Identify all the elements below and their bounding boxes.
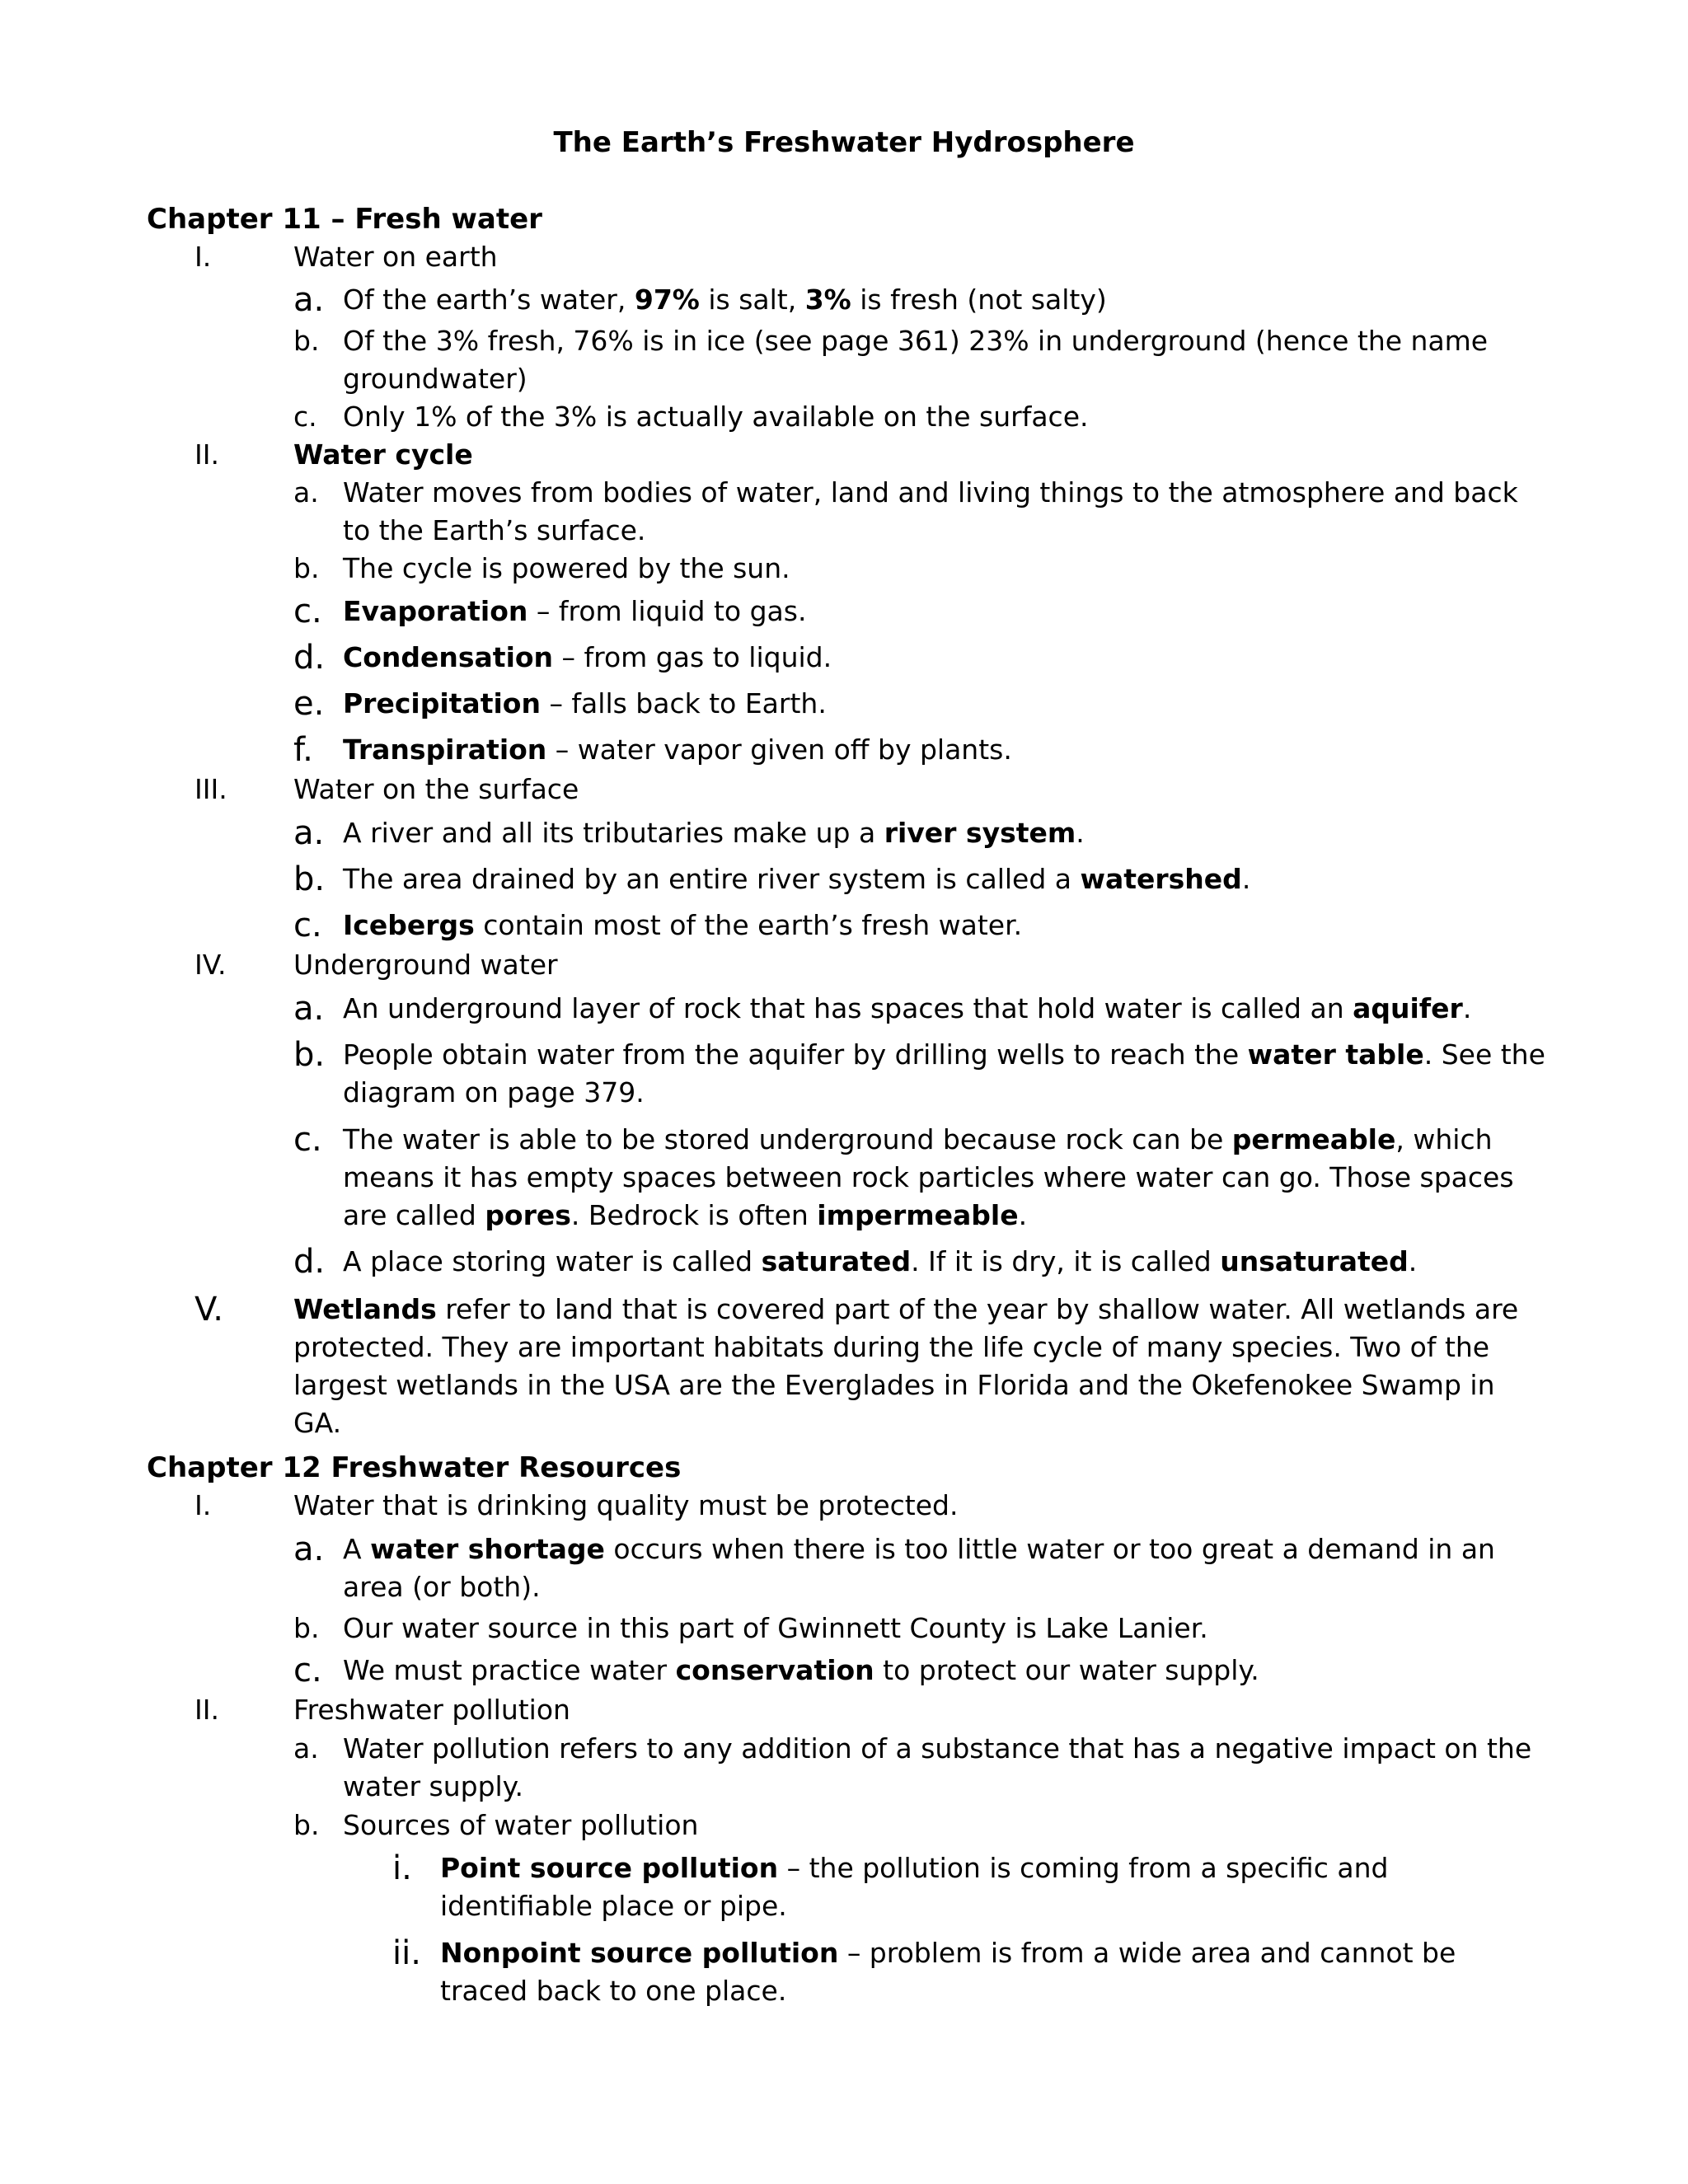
ch11-s2-item-a: Water moves from bodies of water, land and living things to the atmosphere and back to the Earth’s surface. xyxy=(343,476,1518,546)
ch11-section-4-label: Underground water xyxy=(293,949,558,981)
ch12-s1-item-b: Our water source in this part of Gwinnett County is Lake Lanier. xyxy=(343,1612,1208,1644)
ch11-s1-item-a: Of the earth’s water, 97% is salt, 3% is fresh (not salty) xyxy=(343,284,1107,316)
ch11-section-4-number: IV. xyxy=(195,949,227,981)
ch12-s2-item-a-marker: a. xyxy=(293,1732,319,1765)
ch11-s4-item-b: People obtain water from the aquifer by drilling wells to reach the water table. See the diagram on page 379. xyxy=(343,1038,1545,1108)
ch11-s4-item-a: An underground layer of rock that has spaces that hold water is called an aquifer. xyxy=(343,992,1472,1024)
ch11-s2-item-c: Evaporation – from liquid to gas. xyxy=(343,595,807,627)
ch12-s2-b-item-ii: Nonpoint source pollution – problem is from a wide area and cannot be traced back to one place. xyxy=(440,1937,1456,2007)
ch12-s2-b-item-i: Point source pollution – the pollution is coming from a specific and identifiable place or pipe. xyxy=(440,1852,1389,1922)
ch12-s1-item-a: A water shortage occurs when there is too little water or too great a demand in an area (or both). xyxy=(343,1533,1495,1603)
ch11-section-5-text: Wetlands refer to land that is covered part of the year by shallow water. All wetlands are protected. They are important habitats during the life cycle of many species. Two of the largest wetlands in the USA are the Everglades in Florida and the Okefenokee Swamp in GA. xyxy=(293,1293,1519,1439)
ch12-s2-item-a: Water pollution refers to any addition of a substance that has a negative impact on the water supply. xyxy=(343,1732,1532,1802)
ch11-s3-item-c-marker: c. xyxy=(293,907,322,944)
ch12-s1-item-c-marker: c. xyxy=(293,1652,322,1690)
ch11-s2-item-e: Precipitation – falls back to Earth. xyxy=(343,687,827,719)
ch12-s2-b-item-ii-marker: ii. xyxy=(392,1934,421,1972)
ch11-s1-item-c-marker: c. xyxy=(293,401,317,433)
ch11-s1-item-a-marker: a. xyxy=(293,281,325,319)
ch11-s4-item-d: A place storing water is called saturated. If it is dry, it is called unsaturated. xyxy=(343,1245,1418,1277)
ch12-section-2-number: II. xyxy=(195,1694,219,1726)
ch11-section-3-number: III. xyxy=(195,773,227,805)
ch11-s2-item-c-marker: c. xyxy=(293,593,322,630)
ch11-section-1-label: Water on earth xyxy=(293,241,498,273)
document-title: The Earth’s Freshwater Hydrosphere xyxy=(553,126,1135,159)
ch11-s2-item-b: The cycle is powered by the sun. xyxy=(343,552,790,584)
ch12-section-1-label: Water that is drinking quality must be protected. xyxy=(293,1489,959,1521)
ch11-s1-item-c: Only 1% of the 3% is actually available on the surface. xyxy=(343,401,1089,433)
ch11-s3-item-a: A river and all its tributaries make up a river system. xyxy=(343,817,1085,849)
ch11-s3-item-c: Icebergs contain most of the earth’s fresh water. xyxy=(343,909,1023,941)
ch11-s3-item-b: The area drained by an entire river system is called a watershed. xyxy=(343,863,1251,895)
ch11-section-5-number: V. xyxy=(195,1291,223,1329)
ch11-s2-item-d: Condensation – from gas to liquid. xyxy=(343,641,832,673)
ch11-section-3-label: Water on the surface xyxy=(293,773,579,805)
ch11-s1-item-b-marker: b. xyxy=(293,325,320,357)
ch11-section-1-number: I. xyxy=(195,241,212,273)
ch11-s4-item-b-marker: b. xyxy=(293,1036,326,1074)
ch11-s2-item-f-marker: f. xyxy=(293,731,313,769)
chapter-11-heading: Chapter 11 – Fresh water xyxy=(147,203,542,236)
ch12-s1-item-c: We must practice water conservation to protect our water supply. xyxy=(343,1654,1259,1686)
ch11-s1-item-b: Of the 3% fresh, 76% is in ice (see page 361) 23% in underground (hence the name groundwater) xyxy=(343,325,1489,395)
ch11-s2-item-f: Transpiration – water vapor given off by plants. xyxy=(343,733,1012,766)
ch12-s2-b-item-i-marker: i. xyxy=(392,1849,412,1887)
ch11-section-2-number: II. xyxy=(195,438,219,471)
ch11-s3-item-a-marker: a. xyxy=(293,814,325,852)
ch12-section-2-label: Freshwater pollution xyxy=(293,1694,570,1726)
ch11-s4-item-d-marker: d. xyxy=(293,1243,326,1281)
ch11-s2-item-a-marker: a. xyxy=(293,476,319,509)
ch12-s2-item-b-marker: b. xyxy=(293,1809,320,1841)
ch11-s2-item-e-marker: e. xyxy=(293,685,325,723)
ch12-s1-item-a-marker: a. xyxy=(293,1530,325,1568)
ch11-s2-item-b-marker: b. xyxy=(293,552,320,584)
ch12-s1-item-b-marker: b. xyxy=(293,1612,320,1644)
ch11-s4-item-c-marker: c. xyxy=(293,1121,322,1159)
ch11-s4-item-c: The water is able to be stored underground because rock can be permeable, which means it has empty spaces between rock particles where water can go. Those spaces are called pores. Bedrock is often impermeable. xyxy=(343,1123,1514,1231)
chapter-12-heading: Chapter 12 Freshwater Resources xyxy=(147,1451,682,1484)
ch12-section-1-number: I. xyxy=(195,1489,212,1521)
ch12-s2-item-b: Sources of water pollution xyxy=(343,1809,699,1841)
ch11-s2-item-d-marker: d. xyxy=(293,639,326,677)
ch11-s4-item-a-marker: a. xyxy=(293,990,325,1028)
ch11-section-2-label: Water cycle xyxy=(293,438,473,471)
ch11-s3-item-b-marker: b. xyxy=(293,860,326,898)
